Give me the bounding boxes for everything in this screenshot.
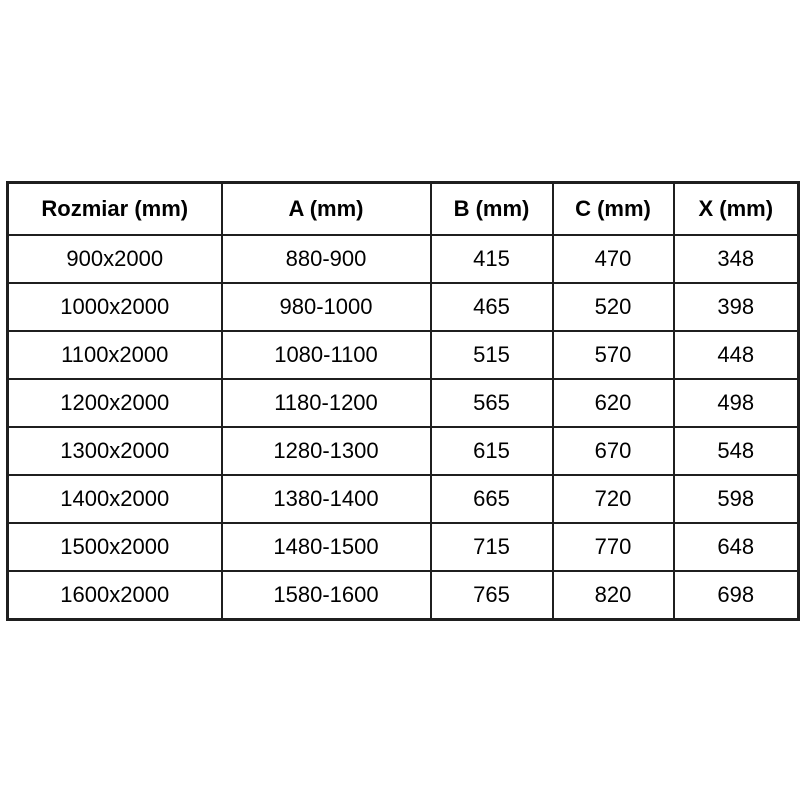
column-header-x: X (mm) xyxy=(674,183,799,236)
table-cell: 1380-1400 xyxy=(222,475,431,523)
table-cell: 1600x2000 xyxy=(8,571,222,620)
table-cell: 820 xyxy=(553,571,674,620)
table-cell: 770 xyxy=(553,523,674,571)
size-table xyxy=(6,181,800,621)
column-header-rozmiar: Rozmiar (mm) xyxy=(8,183,222,236)
table-row xyxy=(8,283,799,331)
table-cell: 1100x2000 xyxy=(8,331,222,379)
table-cell: 765 xyxy=(431,571,553,620)
table-cell: 1580-1600 xyxy=(222,571,431,620)
table-cell: 348 xyxy=(674,235,799,283)
table-row xyxy=(8,235,799,283)
table-cell: 900x2000 xyxy=(8,235,222,283)
table-cell: 665 xyxy=(431,475,553,523)
table-cell: 1480-1500 xyxy=(222,523,431,571)
table-cell: 615 xyxy=(431,427,553,475)
size-table-container xyxy=(6,181,797,621)
table-cell: 1000x2000 xyxy=(8,283,222,331)
table-cell: 470 xyxy=(553,235,674,283)
table-cell: 465 xyxy=(431,283,553,331)
table-cell: 570 xyxy=(553,331,674,379)
table-cell: 1500x2000 xyxy=(8,523,222,571)
table-cell: 515 xyxy=(431,331,553,379)
table-cell: 1280-1300 xyxy=(222,427,431,475)
table-cell: 698 xyxy=(674,571,799,620)
table-row xyxy=(8,475,799,523)
table-cell: 598 xyxy=(674,475,799,523)
table-cell: 1400x2000 xyxy=(8,475,222,523)
column-header-c: C (mm) xyxy=(553,183,674,236)
table-cell: 1080-1100 xyxy=(222,331,431,379)
table-cell: 415 xyxy=(431,235,553,283)
table-row xyxy=(8,571,799,620)
table-row xyxy=(8,331,799,379)
column-header-b: B (mm) xyxy=(431,183,553,236)
table-cell: 520 xyxy=(553,283,674,331)
table-header-row xyxy=(8,183,799,236)
table-cell: 548 xyxy=(674,427,799,475)
table-cell: 648 xyxy=(674,523,799,571)
table-cell: 720 xyxy=(553,475,674,523)
table-row xyxy=(8,427,799,475)
table-cell: 670 xyxy=(553,427,674,475)
table-cell: 980-1000 xyxy=(222,283,431,331)
table-cell: 565 xyxy=(431,379,553,427)
table-cell: 398 xyxy=(674,283,799,331)
table-cell: 498 xyxy=(674,379,799,427)
table-cell: 448 xyxy=(674,331,799,379)
table-cell: 1180-1200 xyxy=(222,379,431,427)
table-cell: 715 xyxy=(431,523,553,571)
table-row xyxy=(8,379,799,427)
table-cell: 620 xyxy=(553,379,674,427)
table-cell: 1300x2000 xyxy=(8,427,222,475)
table-row xyxy=(8,523,799,571)
table-cell: 1200x2000 xyxy=(8,379,222,427)
column-header-a: A (mm) xyxy=(222,183,431,236)
table-cell: 880-900 xyxy=(222,235,431,283)
